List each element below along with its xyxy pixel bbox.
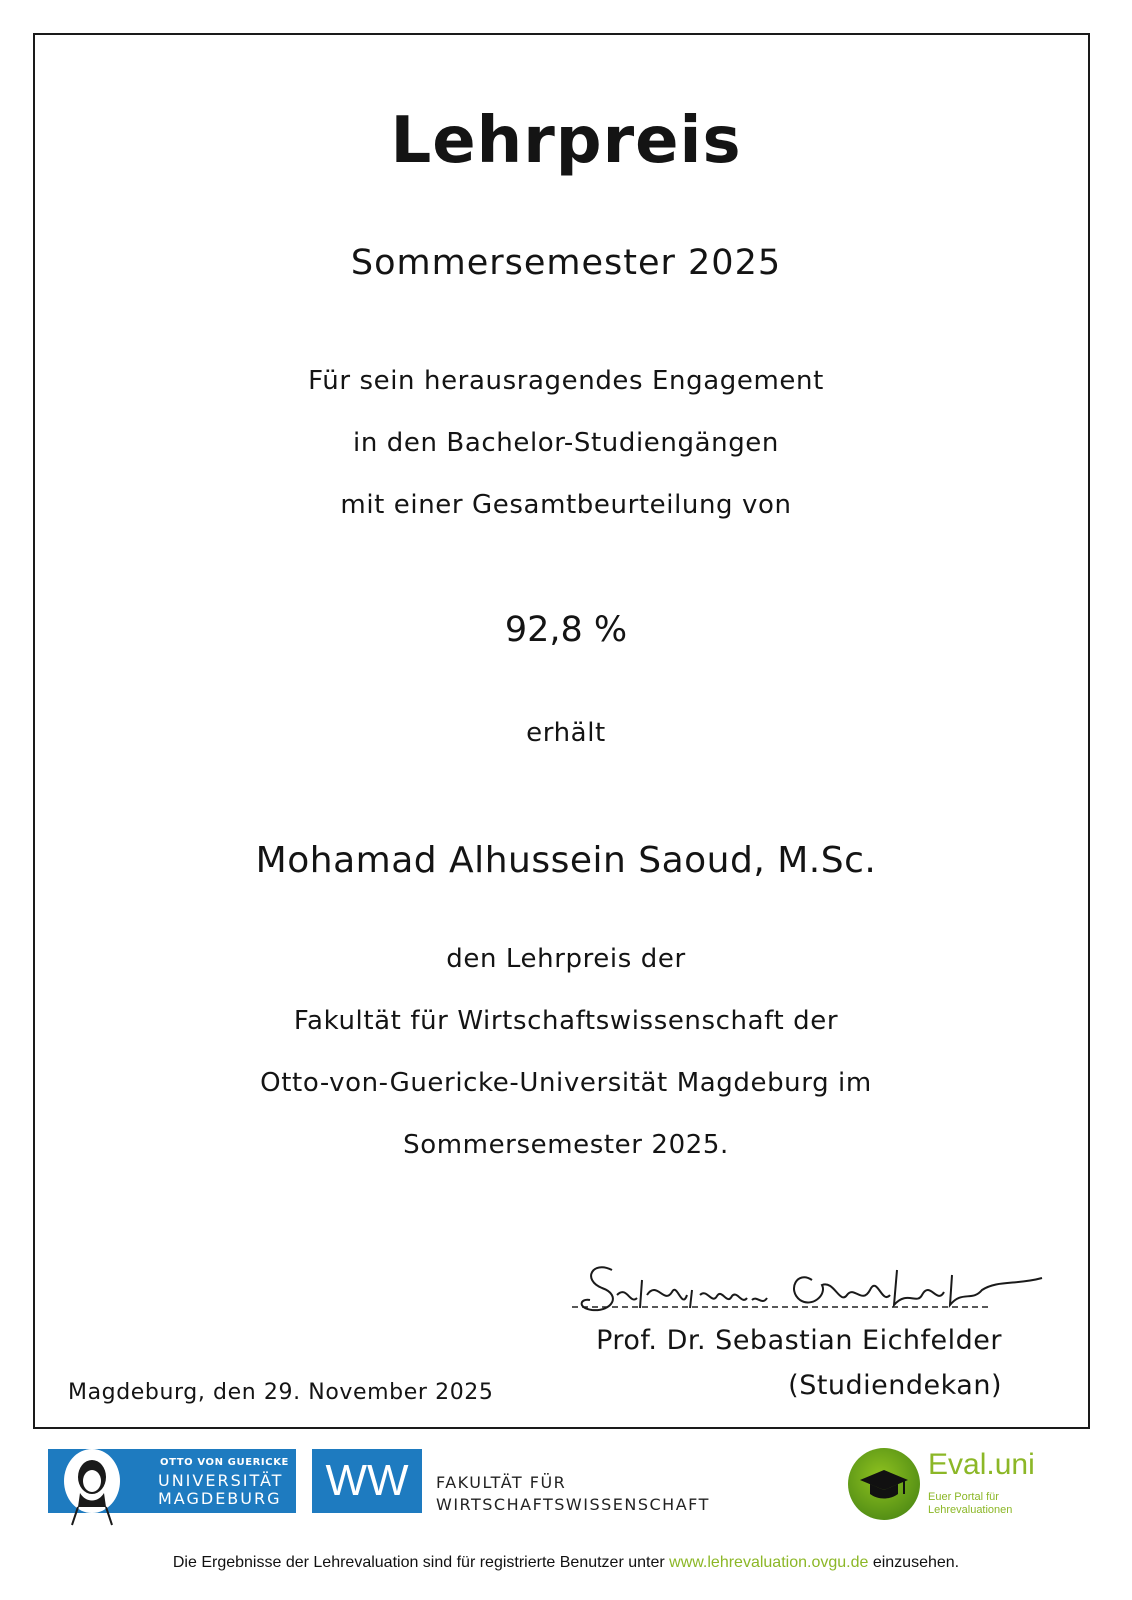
footer-note — [0, 1554, 1132, 1572]
signer-name: Prof. Dr. Sebastian Eichfelder — [596, 1325, 1002, 1356]
evaluni-name: Eval.uni — [928, 1448, 1035, 1481]
faculty-name-line-1: FAKULTÄT FÜR — [436, 1473, 567, 1492]
award-line-2: Fakultät für Wirtschaftswissenschaft der — [293, 1006, 839, 1036]
evaluni-tagline-2: Lehrevaluationen — [928, 1504, 1013, 1516]
award-line-4: Sommersemester 2025. — [403, 1130, 729, 1160]
university-logo-line-2: UNIVERSITÄT — [158, 1471, 284, 1490]
university-logo — [48, 1449, 296, 1513]
university-logo-line-1: OTTO VON GUERICKE — [160, 1457, 289, 1468]
graduation-cap-icon — [858, 1468, 910, 1504]
evaluation-link[interactable]: www.lehrevaluation.ovgu.de — [669, 1554, 869, 1571]
citation-line-1: Für sein herausragendes Engagement — [308, 366, 824, 396]
signer-role: (Studiendekan) — [788, 1370, 1002, 1401]
evaluni-tagline-1: Euer Portal für — [928, 1491, 999, 1503]
citation-line-3: mit einer Gesamtbeurteilung von — [340, 490, 792, 520]
receives-text: erhält — [526, 718, 606, 748]
footer-text-before: Die Ergebnisse der Lehrevaluation sind für registrierte Benutzer unter — [172, 1554, 670, 1571]
semester-heading: Sommersemester 2025 — [350, 243, 782, 283]
university-logo-line-3: MAGDEBURG — [158, 1489, 282, 1508]
place-and-date: Magdeburg, den 29. November 2025 — [68, 1380, 494, 1405]
overall-score: 92,8 % — [504, 610, 628, 650]
faculty-logo: WW — [312, 1449, 422, 1513]
recipient-name: Mohamad Alhussein Saoud, M.Sc. — [255, 840, 877, 881]
footer-text-after: einzusehen. — [868, 1554, 960, 1571]
evaluni-logo — [848, 1448, 920, 1520]
certificate-title: Lehrpreis — [390, 104, 742, 178]
award-line-1: den Lehrpreis der — [446, 944, 686, 974]
signature — [572, 1250, 1072, 1330]
citation-line-2: in den Bachelor-Studiengängen — [353, 428, 779, 458]
guericke-portrait-icon — [60, 1447, 124, 1527]
faculty-name — [436, 1472, 710, 1516]
award-line-3: Otto-von-Guericke-Universität Magdeburg im — [260, 1068, 872, 1098]
faculty-name-line-2: WIRTSCHAFTSWISSENSCHAFT — [436, 1495, 710, 1514]
